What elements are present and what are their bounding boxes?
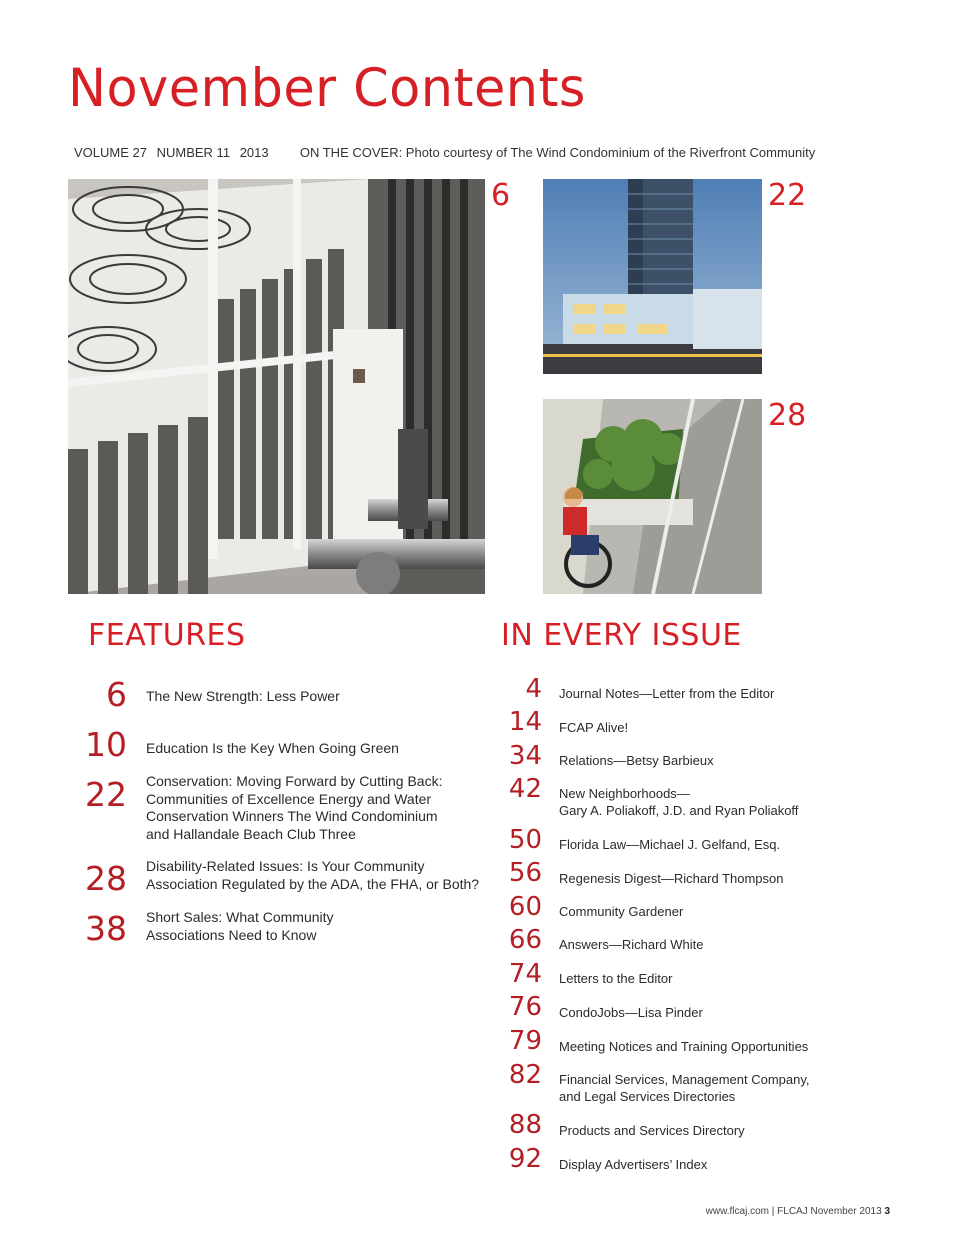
issue-page-number: 82 [508, 1060, 542, 1090]
condenser-units-image [68, 179, 485, 594]
features-list [85, 670, 528, 960]
every-issue-list [500, 676, 830, 1176]
photo-page-number: 6 [491, 178, 511, 213]
issue-page-number: 42 [508, 774, 542, 804]
footer-url[interactable]: www.flcaj.com [705, 1206, 769, 1217]
masthead-line [74, 145, 821, 160]
feature-page-number: 6 [106, 675, 127, 714]
page-title: November Contents [68, 58, 586, 119]
issue-title: Meeting Notices and Training Opportunities [559, 1039, 809, 1054]
footer-page-number: 3 [884, 1206, 890, 1217]
cover-credit: ON THE COVER: Photo courtesy of The Wind Condominium of the Riverfront Community [299, 145, 816, 160]
feature-title-line: Association Regulated by the ADA, the FHA, or Both? [146, 875, 480, 892]
issue-page-number: 74 [508, 959, 542, 989]
issue-page-number: 92 [508, 1144, 542, 1174]
feature-page-number: 10 [85, 725, 127, 764]
issue-title: Community Gardener [559, 904, 684, 919]
feature-title: Disability-Related Issues: Is Your Community [146, 858, 425, 874]
issue-title: Journal Notes—Letter from the Editor [559, 686, 775, 701]
volume-label: VOLUME 27 [74, 145, 147, 160]
feature-page-number: 28 [85, 859, 127, 898]
photo-page-number: 22 [768, 178, 807, 213]
issue-title-line: Gary A. Poliakoff, J.D. and Ryan Poliakoff [559, 803, 799, 818]
feature-title-line: Conservation Winners The Wind Condominium [146, 808, 438, 824]
issue-page-number: 50 [508, 825, 542, 855]
footer-separator: | [771, 1206, 775, 1217]
issue-page-number: 34 [508, 741, 542, 771]
feature-title: The New Strength: Less Power [146, 688, 340, 704]
feature-page-number: 22 [85, 775, 127, 814]
issue-title: Answers—Richard White [559, 937, 704, 952]
photo-accessible-ramp[interactable] [543, 399, 762, 594]
issue-page-number: 4 [525, 674, 542, 704]
issue-page-number: 14 [508, 707, 542, 737]
issue-page-number: 76 [508, 992, 542, 1022]
issue-title-line: and Legal Services Directories [559, 1089, 736, 1104]
photo-page-number: 28 [768, 398, 807, 433]
features-heading: FEATURES [88, 618, 246, 653]
feature-page-number: 38 [85, 909, 127, 948]
issue-title: Display Advertisers’ Index [559, 1157, 708, 1172]
photo-condo-tower[interactable] [543, 179, 762, 374]
issue-page-number: 60 [508, 892, 542, 922]
issue-title: New Neighborhoods— [559, 786, 690, 801]
photo-condenser-units[interactable] [68, 179, 485, 594]
issue-number-label: NUMBER 11 [156, 145, 231, 160]
page-footer [706, 1206, 890, 1217]
feature-title: Education Is the Key When Going Green [146, 740, 399, 756]
issue-title: Letters to the Editor [559, 971, 673, 986]
issue-title: CondoJobs—Lisa Pinder [559, 1005, 703, 1020]
issue-page-number: 88 [508, 1110, 542, 1140]
issue-title: Relations—Betsy Barbieux [559, 753, 714, 768]
year-label: 2013 [239, 145, 269, 160]
issue-title: Products and Services Directory [559, 1123, 745, 1138]
feature-title-line: and Hallandale Beach Club Three [146, 825, 356, 842]
issue-page-number: 66 [508, 925, 542, 955]
footer-issue: November 2013 [810, 1206, 882, 1217]
accessible-ramp-image [543, 399, 762, 594]
issue-title: Financial Services, Management Company, [559, 1072, 810, 1087]
issue-page-number: 56 [508, 858, 542, 888]
feature-title-line: Associations Need to Know [146, 926, 317, 943]
issue-title: Florida Law—Michael J. Gelfand, Esq. [559, 837, 781, 852]
feature-title: Conservation: Moving Forward by Cutting Back: [146, 773, 443, 789]
feature-title-line: Communities of Excellence Energy and Water [146, 790, 432, 807]
issue-title: FCAP Alive! [559, 720, 629, 735]
every-issue-heading: IN EVERY ISSUE [501, 618, 742, 653]
condo-tower-image [543, 179, 762, 374]
footer-publication: FLCAJ [777, 1206, 808, 1217]
issue-page-number: 79 [508, 1026, 542, 1056]
feature-title: Short Sales: What Community [146, 909, 334, 925]
issue-title: Regenesis Digest—Richard Thompson [559, 871, 784, 886]
